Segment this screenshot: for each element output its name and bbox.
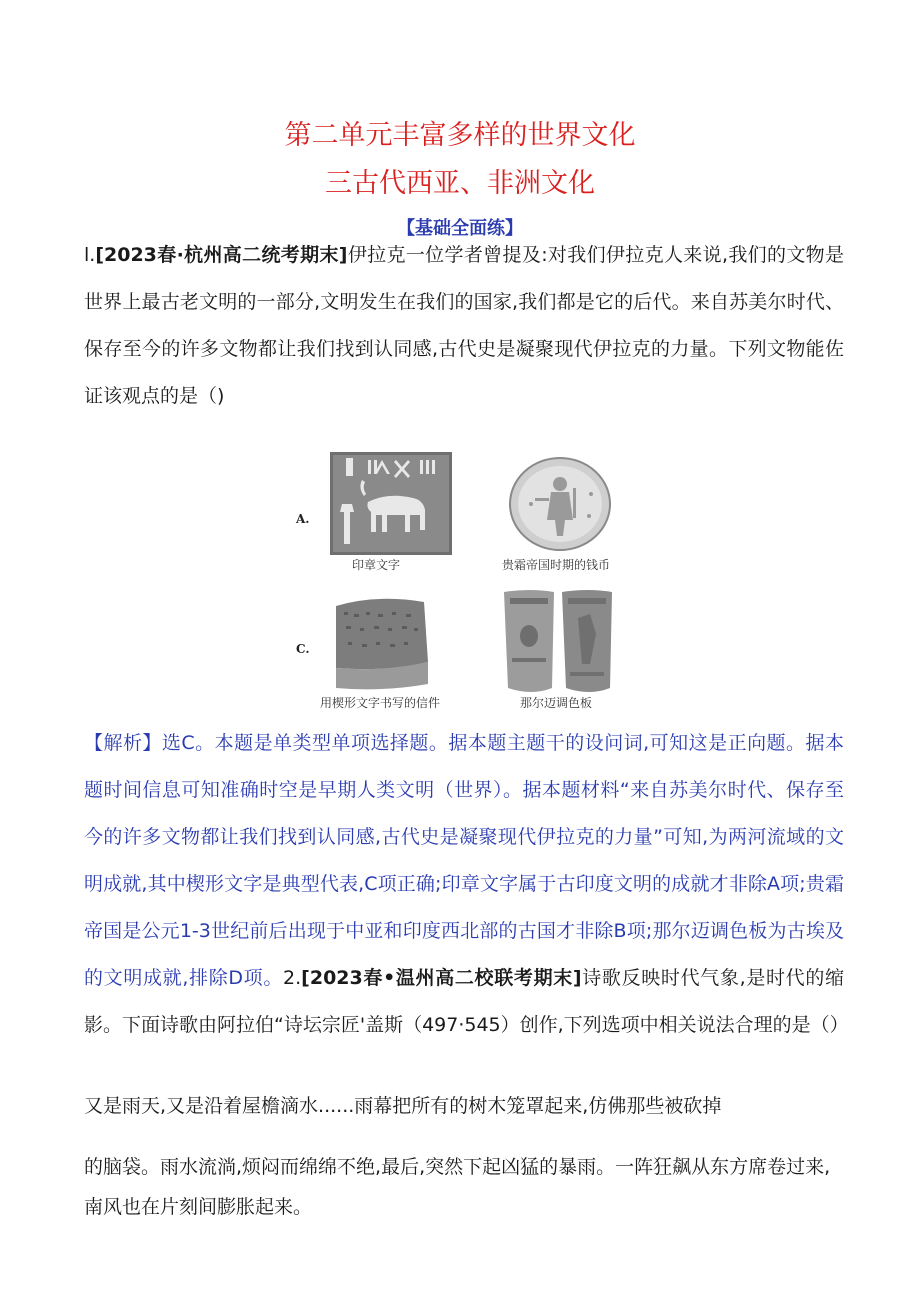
question-1 [84,232,844,420]
option-a-caption: 印章文字 [352,558,401,572]
answer-prefix: 【解析】 [84,732,162,754]
option-c-label: C. [296,642,310,656]
indus-seal-image [330,452,452,555]
narmer-palette-image [498,588,618,696]
unit-title: 第二单元丰富多样的世界文化 [284,120,636,151]
poem-line-1: 又是雨天,又是沿着屋檐滴水......雨幕把所有的树木笼罩起来,仿佛那些被砍掉 [84,1095,722,1117]
lesson-title: 三古代西亚、非洲文化 [325,168,595,199]
question-1-source: [2023春·杭州高二统考期末] [95,244,348,266]
cuneiform-tablet-image [330,592,430,690]
option-c-caption: 用楔形文字书写的信件 [320,696,441,710]
option-d-caption: 那尔迈调色板 [520,696,593,710]
question-2-source: [2023春•温州高二校联考期末] [301,967,582,989]
section-heading: 【基础全面练】 [397,218,523,239]
question-2-stem: 诗歌反映时代气象,是时代的缩影。下面诗歌由阿拉伯“诗坛宗匠'盖斯（497·545）创作,下列选项中相关说法合理的是（） [84,967,849,1036]
options-figure [290,450,650,720]
question-2-number: 2. [283,967,302,989]
question-1-stem: 伊拉克一位学者曾提及:对我们伊拉克人来说,我们的文物是世界上最古老文明的一部分,文明发生在我们的国家,我们都是它的后代。来自苏美尔时代、保存至今的许多文物都让我们找到认同感,古代史是凝聚现代伊拉克的力量。下列文物能佐证该观点的是（) [84,244,845,407]
answer-explanation [84,720,849,1049]
question-1-number: l. [84,244,96,266]
poem-line-2: 的脑袋。雨水流淌,烦闷而绵绵不绝,最后,突然下起凶猛的暴雨。一阵狂飙从东方席卷过来,南风也在片刻间膨胀起来。 [84,1156,831,1218]
answer-text: 选C。本题是单类型单项选择题。据本题主题干的设问词,可知这是正向题。据本题时间信息可知准确时空是早期人类文明（世界）。据本题材料“来自苏美尔时代、保存至今的许多文物都让我们找到认同感,古代史是凝聚现代伊拉克的力量”可知,为两河流域的文明成就,其中楔形文字是典型代表,C项正确;印章文字属于古印度文明的成就才非除A项;贵霜帝国是公元1-3世纪前后出现于中亚和印度西北部的古国才非除B项;那尔迈调色板为古埃及的文明成就,排除D项。 [84,732,844,989]
kushan-coin-image [505,454,615,554]
option-a-label: A. [296,512,310,526]
option-b-caption: 贵霜帝国时期的钱币 [502,558,611,572]
